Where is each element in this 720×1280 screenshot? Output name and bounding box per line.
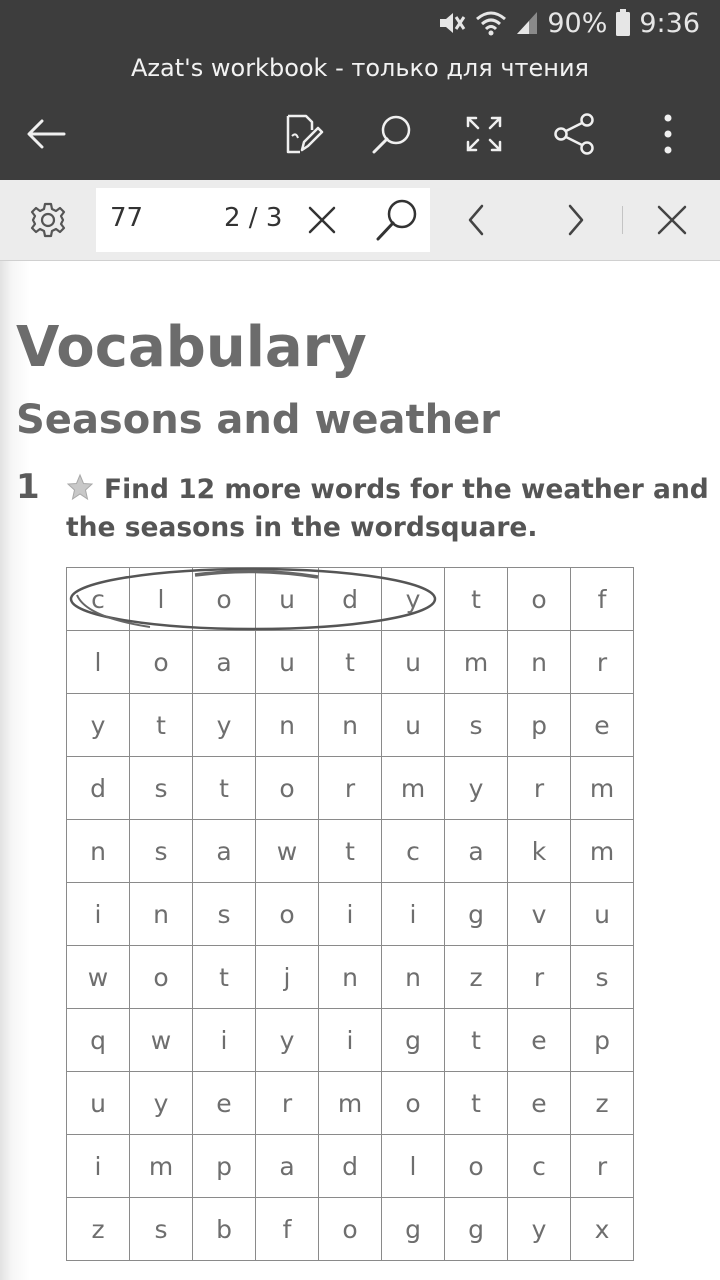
wordsquare-cell: w xyxy=(67,946,130,1009)
wordsquare-cell: i xyxy=(382,883,445,946)
wordsquare-cell: f xyxy=(256,1198,319,1261)
wordsquare-cell: u xyxy=(67,1072,130,1135)
wordsquare-cell: n xyxy=(67,820,130,883)
wordsquare-cell: y xyxy=(256,1009,319,1072)
wordsquare-cell: x xyxy=(571,1198,634,1261)
wordsquare-cell: y xyxy=(193,694,256,757)
wordsquare-cell: o xyxy=(256,757,319,820)
exercise-instruction: Find 12 more words for the weather and the seasons in the wordsquare. xyxy=(66,474,709,543)
close-find-button[interactable] xyxy=(652,200,692,240)
wordsquare-cell: u xyxy=(256,568,319,631)
clear-find-button[interactable] xyxy=(304,202,340,238)
search-icon xyxy=(372,196,422,244)
wordsquare-cell: m xyxy=(319,1072,382,1135)
exercise-number: 1 xyxy=(16,467,40,507)
find-toolbar xyxy=(0,180,720,261)
app-toolbar xyxy=(0,46,720,180)
mute-icon xyxy=(437,9,467,37)
wordsquare-cell: i xyxy=(67,883,130,946)
find-submit-button[interactable] xyxy=(372,196,422,244)
wordsquare-cell: t xyxy=(445,1009,508,1072)
wordsquare-cell: a xyxy=(193,820,256,883)
wordsquare-cell: o xyxy=(193,568,256,631)
wordsquare-cell: n xyxy=(319,694,382,757)
wordsquare-cell: g xyxy=(445,883,508,946)
wordsquare-row xyxy=(67,1072,634,1135)
wordsquare-cell: l xyxy=(130,568,193,631)
wordsquare-cell: y xyxy=(445,757,508,820)
share-icon xyxy=(551,110,599,158)
wordsquare-cell: d xyxy=(67,757,130,820)
find-settings-button[interactable] xyxy=(26,198,70,242)
battery-percent: 90% xyxy=(547,7,608,39)
wordsquare-cell: d xyxy=(319,568,382,631)
wordsquare-row xyxy=(67,757,634,820)
wordsquare-cell: u xyxy=(256,631,319,694)
wordsquare-row xyxy=(67,946,634,1009)
wordsquare-cell: n xyxy=(130,883,193,946)
wordsquare-cell: g xyxy=(382,1198,445,1261)
wordsquare-cell: c xyxy=(382,820,445,883)
wordsquare-cell: w xyxy=(256,820,319,883)
close-icon xyxy=(304,202,340,238)
wordsquare-cell: e xyxy=(571,694,634,757)
status-icons xyxy=(437,6,700,40)
document-page[interactable] xyxy=(0,261,720,1280)
wordsquare-cell: o xyxy=(256,883,319,946)
find-field[interactable] xyxy=(96,188,430,252)
wordsquare-cell: n xyxy=(382,946,445,1009)
wordsquare-row xyxy=(67,883,634,946)
wordsquare-cell: m xyxy=(382,757,445,820)
wordsquare-cell: t xyxy=(319,631,382,694)
wordsquare-cell: y xyxy=(130,1072,193,1135)
wordsquare-cell: n xyxy=(319,946,382,1009)
fullscreen-icon xyxy=(460,110,508,158)
wordsquare-cell: o xyxy=(508,568,571,631)
find-previous-button[interactable] xyxy=(458,200,494,240)
wordsquare-cell: r xyxy=(256,1072,319,1135)
wordsquare-row xyxy=(67,1198,634,1261)
wordsquare-cell: c xyxy=(67,568,130,631)
search-button[interactable] xyxy=(368,110,416,158)
wordsquare-cell: t xyxy=(130,694,193,757)
wordsquare-cell: u xyxy=(382,631,445,694)
page-heading: Vocabulary xyxy=(16,315,367,380)
wordsquare-cell: p xyxy=(508,694,571,757)
find-toolbar-divider xyxy=(622,206,623,234)
wordsquare-cell: a xyxy=(445,820,508,883)
wordsquare-cell: s xyxy=(130,1198,193,1261)
wordsquare-cell: p xyxy=(193,1135,256,1198)
status-bar xyxy=(0,0,720,46)
wordsquare-cell: l xyxy=(382,1135,445,1198)
chevron-left-icon xyxy=(458,200,494,240)
gear-icon xyxy=(26,198,70,242)
wordsquare-cell: e xyxy=(508,1009,571,1072)
arrow-left-icon xyxy=(22,110,70,158)
edit-button[interactable] xyxy=(278,110,326,158)
wordsquare-cell: o xyxy=(382,1072,445,1135)
wifi-icon xyxy=(475,9,507,37)
wordsquare-row xyxy=(67,631,634,694)
wordsquare-cell: u xyxy=(382,694,445,757)
wordsquare-cell: b xyxy=(193,1198,256,1261)
wordsquare-cell: m xyxy=(571,757,634,820)
wordsquare-row xyxy=(67,568,634,631)
wordsquare-cell: a xyxy=(256,1135,319,1198)
back-button[interactable] xyxy=(22,110,70,158)
wordsquare-cell: o xyxy=(130,631,193,694)
close-icon xyxy=(652,200,692,240)
wordsquare-row xyxy=(67,820,634,883)
wordsquare-cell: i xyxy=(319,1009,382,1072)
battery-icon xyxy=(615,9,631,37)
wordsquare-cell: t xyxy=(319,820,382,883)
wordsquare-cell: s xyxy=(130,820,193,883)
wordsquare-row xyxy=(67,1009,634,1072)
wordsquare-cell: y xyxy=(382,568,445,631)
wordsquare-row xyxy=(67,1135,634,1198)
clock: 9:36 xyxy=(639,7,700,39)
wordsquare-cell: u xyxy=(571,883,634,946)
wordsquare-cell: t xyxy=(445,568,508,631)
wordsquare-cell: d xyxy=(319,1135,382,1198)
fullscreen-button[interactable] xyxy=(460,110,508,158)
wordsquare-cell: i xyxy=(67,1135,130,1198)
wordsquare-cell: n xyxy=(256,694,319,757)
wordsquare-cell: p xyxy=(571,1009,634,1072)
wordsquare-cell: a xyxy=(193,631,256,694)
wordsquare-cell: t xyxy=(193,757,256,820)
wordsquare-cell: i xyxy=(319,883,382,946)
document-title: Azat's workbook - только для чтения xyxy=(131,54,589,82)
search-icon xyxy=(368,110,416,158)
wordsquare-cell: j xyxy=(256,946,319,1009)
wordsquare-cell: i xyxy=(193,1009,256,1072)
wordsquare-cell: r xyxy=(508,757,571,820)
more-options-button[interactable] xyxy=(644,110,692,158)
wordsquare-cell: m xyxy=(571,820,634,883)
wordsquare-cell: g xyxy=(382,1009,445,1072)
wordsquare-cell: r xyxy=(319,757,382,820)
wordsquare-cell: t xyxy=(445,1072,508,1135)
find-next-button[interactable] xyxy=(558,200,594,240)
wordsquare-cell: m xyxy=(445,631,508,694)
wordsquare-cell: r xyxy=(571,1135,634,1198)
wordsquare-cell: f xyxy=(571,568,634,631)
wordsquare-cell: y xyxy=(67,694,130,757)
wordsquare-grid xyxy=(66,567,634,1261)
wordsquare-cell: r xyxy=(508,946,571,1009)
wordsquare-cell: s xyxy=(193,883,256,946)
wordsquare-cell: y xyxy=(508,1198,571,1261)
wordsquare-cell: t xyxy=(193,946,256,1009)
wordsquare-cell: z xyxy=(67,1198,130,1261)
wordsquare-cell: o xyxy=(130,946,193,1009)
edit-document-icon xyxy=(278,110,326,158)
wordsquare-cell: z xyxy=(571,1072,634,1135)
wordsquare-cell: l xyxy=(67,631,130,694)
wordsquare-cell: m xyxy=(130,1135,193,1198)
wordsquare-cell: z xyxy=(445,946,508,1009)
wordsquare-cell: s xyxy=(571,946,634,1009)
more-vert-icon xyxy=(644,110,692,158)
wordsquare-cell: e xyxy=(508,1072,571,1135)
find-input[interactable]: 77 xyxy=(110,203,144,233)
wordsquare-cell: r xyxy=(571,631,634,694)
wordsquare-cell: q xyxy=(67,1009,130,1072)
signal-icon xyxy=(515,10,539,36)
wordsquare-cell: c xyxy=(508,1135,571,1198)
wordsquare-cell: w xyxy=(130,1009,193,1072)
wordsquare-cell: o xyxy=(445,1135,508,1198)
wordsquare-cell: o xyxy=(319,1198,382,1261)
wordsquare-cell: e xyxy=(193,1072,256,1135)
wordsquare-row xyxy=(67,694,634,757)
wordsquare-cell: k xyxy=(508,820,571,883)
section-subheading: Seasons and weather xyxy=(16,397,500,443)
find-match-count: 2 / 3 xyxy=(224,203,283,233)
wordsquare-cell: g xyxy=(445,1198,508,1261)
share-button[interactable] xyxy=(551,110,599,158)
wordsquare-cell: n xyxy=(508,631,571,694)
chevron-right-icon xyxy=(558,200,594,240)
wordsquare-cell: s xyxy=(130,757,193,820)
wordsquare-cell: s xyxy=(445,694,508,757)
wordsquare-cell: v xyxy=(508,883,571,946)
